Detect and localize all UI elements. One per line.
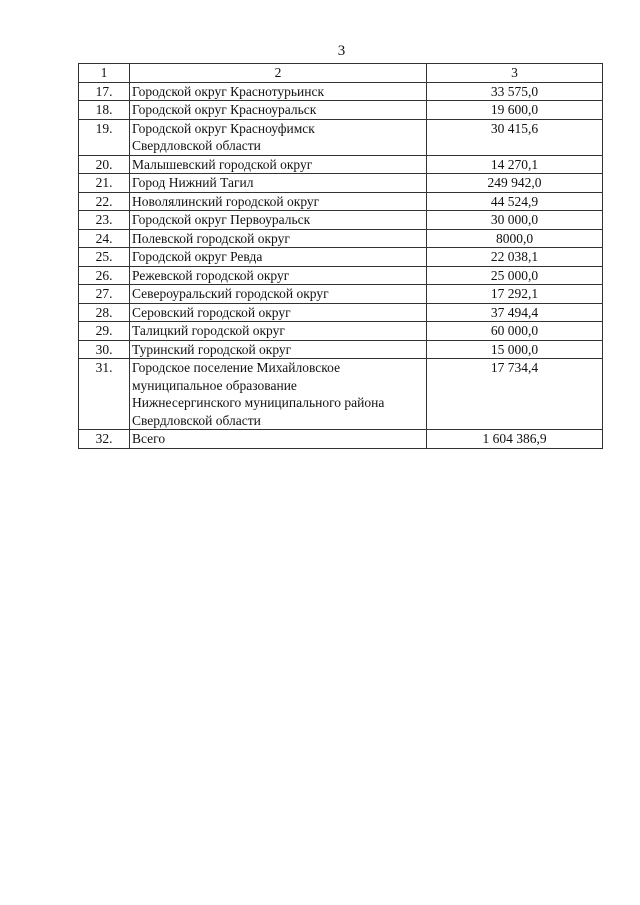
row-number: 20. bbox=[79, 155, 130, 174]
table-row bbox=[79, 359, 603, 430]
amount-value: 22 038,1 bbox=[427, 248, 603, 267]
table-total-row bbox=[79, 430, 603, 449]
column-header-number: 1 bbox=[79, 64, 130, 83]
row-number: 25. bbox=[79, 248, 130, 267]
row-number: 23. bbox=[79, 211, 130, 230]
row-number: 19. bbox=[79, 119, 130, 155]
row-number: 32. bbox=[79, 430, 130, 449]
municipality-name: Новолялинский городской округ bbox=[130, 192, 427, 211]
municipality-name: Североуральский городской округ bbox=[130, 285, 427, 304]
amount-value: 8000,0 bbox=[427, 229, 603, 248]
amount-value: 15 000,0 bbox=[427, 340, 603, 359]
amount-value: 60 000,0 bbox=[427, 322, 603, 341]
amount-value: 17 734,4 bbox=[427, 359, 603, 430]
municipality-name: Полевской городской округ bbox=[130, 229, 427, 248]
table-row bbox=[79, 266, 603, 285]
total-value: 1 604 386,9 bbox=[427, 430, 603, 449]
table-row bbox=[79, 174, 603, 193]
municipality-name: Городской округ Ревда bbox=[130, 248, 427, 267]
row-number: 27. bbox=[79, 285, 130, 304]
amount-value: 30 000,0 bbox=[427, 211, 603, 230]
municipality-name: Серовский городской округ bbox=[130, 303, 427, 322]
municipality-name: Город Нижний Тагил bbox=[130, 174, 427, 193]
row-number: 17. bbox=[79, 82, 130, 101]
table-row bbox=[79, 229, 603, 248]
table-row bbox=[79, 340, 603, 359]
table-row bbox=[79, 248, 603, 267]
amount-value: 44 524,9 bbox=[427, 192, 603, 211]
municipality-name: Городской округ Красноуфимск Свердловской области bbox=[130, 119, 427, 155]
page-number: 3 bbox=[337, 43, 346, 59]
allocation-table bbox=[78, 63, 603, 449]
municipality-name: Городской округ Первоуральск bbox=[130, 211, 427, 230]
row-number: 18. bbox=[79, 101, 130, 120]
total-label: Всего bbox=[130, 430, 427, 449]
table-row bbox=[79, 303, 603, 322]
municipality-name: Талицкий городской округ bbox=[130, 322, 427, 341]
amount-value: 249 942,0 bbox=[427, 174, 603, 193]
municipality-name: Городской округ Краснотурьинск bbox=[130, 82, 427, 101]
amount-value: 33 575,0 bbox=[427, 82, 603, 101]
row-number: 30. bbox=[79, 340, 130, 359]
table-row bbox=[79, 155, 603, 174]
municipality-name: Туринский городской округ bbox=[130, 340, 427, 359]
row-number: 29. bbox=[79, 322, 130, 341]
row-number: 28. bbox=[79, 303, 130, 322]
amount-value: 17 292,1 bbox=[427, 285, 603, 304]
amount-value: 14 270,1 bbox=[427, 155, 603, 174]
municipality-name: Малышевский городской округ bbox=[130, 155, 427, 174]
amount-value: 30 415,6 bbox=[427, 119, 603, 155]
table-row bbox=[79, 211, 603, 230]
municipality-name: Городской округ Красноуральск bbox=[130, 101, 427, 120]
table-header-row bbox=[79, 64, 603, 83]
municipality-name: Режевской городской округ bbox=[130, 266, 427, 285]
column-header-name: 2 bbox=[130, 64, 427, 83]
table-row bbox=[79, 82, 603, 101]
table-row bbox=[79, 322, 603, 341]
table-row bbox=[79, 285, 603, 304]
row-number: 26. bbox=[79, 266, 130, 285]
row-number: 31. bbox=[79, 359, 130, 430]
row-number: 21. bbox=[79, 174, 130, 193]
table-row bbox=[79, 119, 603, 155]
table-row bbox=[79, 192, 603, 211]
amount-value: 25 000,0 bbox=[427, 266, 603, 285]
table-row bbox=[79, 101, 603, 120]
amount-value: 19 600,0 bbox=[427, 101, 603, 120]
row-number: 22. bbox=[79, 192, 130, 211]
row-number: 24. bbox=[79, 229, 130, 248]
column-header-value: 3 bbox=[427, 64, 603, 83]
amount-value: 37 494,4 bbox=[427, 303, 603, 322]
municipality-name: Городское поселение Михайловское муниципальное образование Нижнесергинского муниципального района Свердловской области bbox=[130, 359, 427, 430]
